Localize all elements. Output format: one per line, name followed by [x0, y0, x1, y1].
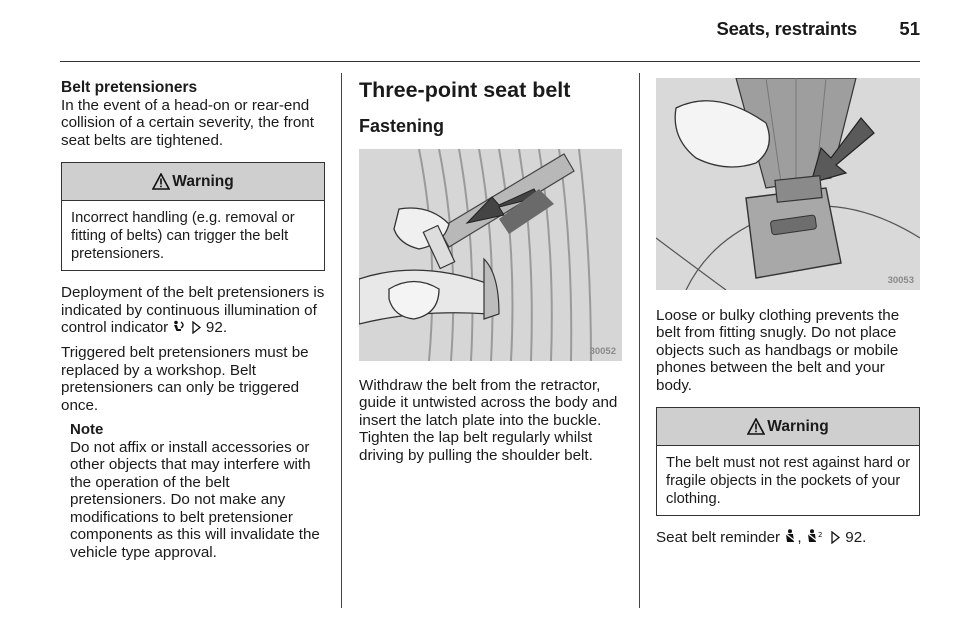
- deployment-paragraph: [61, 284, 325, 336]
- warning-header: [657, 408, 919, 446]
- fastening-drawing: [359, 149, 622, 361]
- column-three-point-belt: [359, 78, 623, 136]
- triggered-paragraph: Triggered belt pretensioners must be replaced by a workshop. Belt pretensioners can only be triggered once.: [61, 344, 309, 414]
- subheading-fastening: Fastening: [359, 116, 445, 136]
- clothing-paragraph: Loose or bulky clothing prevents the belt from fitting snugly. Do not place objects such as handbags or mobile phones between the belt and your body.: [656, 307, 900, 394]
- warning-title: Warning: [172, 173, 234, 191]
- intro-paragraph: In the event of a head-on or rear-end collision of a certain severity, the front seat belts are tightened.: [61, 97, 314, 149]
- note-title: Note: [70, 421, 104, 439]
- deployment-text: Deployment of the belt pretensioners is indicated by continuous illumination of control indicator: [61, 284, 325, 337]
- seatbelt-reminder-line: [656, 529, 920, 546]
- page-number: 51: [899, 18, 920, 39]
- column-belt-pretensioners: [61, 79, 325, 561]
- warning-box-pretensioners: [61, 162, 325, 271]
- buckle-illustration: [656, 78, 920, 290]
- note-text: Do not affix or install accessories or other objects that may interfere with the operation of the belt pretensioners. Do not make any modifications to belt pretensioner components as this will invalidate the vehicle type approval.: [70, 439, 320, 561]
- figure-number-30053: 30053: [887, 275, 914, 286]
- svg-text:2: 2: [817, 531, 823, 540]
- seatbelt-reminder-separator: ,: [797, 529, 802, 547]
- column-clothing: [656, 307, 920, 546]
- page-header-title: Seats, restraints: [716, 18, 857, 39]
- deployment-page-ref: 92.: [205, 319, 228, 337]
- section-heading-three-point: Three-point seat belt: [359, 78, 571, 102]
- column-divider-1: [341, 73, 342, 608]
- seatbelt-reminder-page-ref: 92.: [845, 529, 867, 547]
- warning-title: Warning: [767, 417, 829, 435]
- page-reference-arrow-icon: [191, 321, 202, 334]
- rear-seatbelt-reminder-icon: [806, 529, 826, 544]
- warning-header: [62, 163, 324, 201]
- seatbelt-reminder-icon: [784, 529, 797, 544]
- column-divider-2: [639, 73, 640, 608]
- warning-triangle-icon: [747, 418, 765, 435]
- figure-number-30052: 30052: [589, 346, 616, 357]
- airbag-pretensioner-indicator-icon: [172, 320, 186, 334]
- warning-text: Incorrect handling (e.g. removal or fitting of belts) can trigger the belt pretensioners.: [71, 210, 295, 263]
- fastening-text-block: [359, 377, 623, 464]
- fastening-paragraph: Withdraw the belt from the retractor, guide it untwisted across the body and insert the latch plate into the buckle. Tighten the lap belt regularly whilst driving by pulling the shoulder belt.: [359, 377, 618, 464]
- page-reference-arrow-icon: [830, 531, 841, 544]
- buckle-drawing: [656, 78, 920, 290]
- warning-box-clothing: [656, 407, 920, 516]
- warning-triangle-icon: [152, 173, 170, 190]
- header-rule: [60, 61, 920, 62]
- seatbelt-reminder-text: Seat belt reminder: [656, 529, 781, 547]
- section-heading-belt-pretensioners: Belt pretensioners: [61, 79, 198, 96]
- fastening-illustration: [359, 149, 622, 361]
- warning-text: The belt must not rest against hard or fragile objects in the pockets of your clothing.: [666, 455, 911, 508]
- note-block: [61, 421, 325, 561]
